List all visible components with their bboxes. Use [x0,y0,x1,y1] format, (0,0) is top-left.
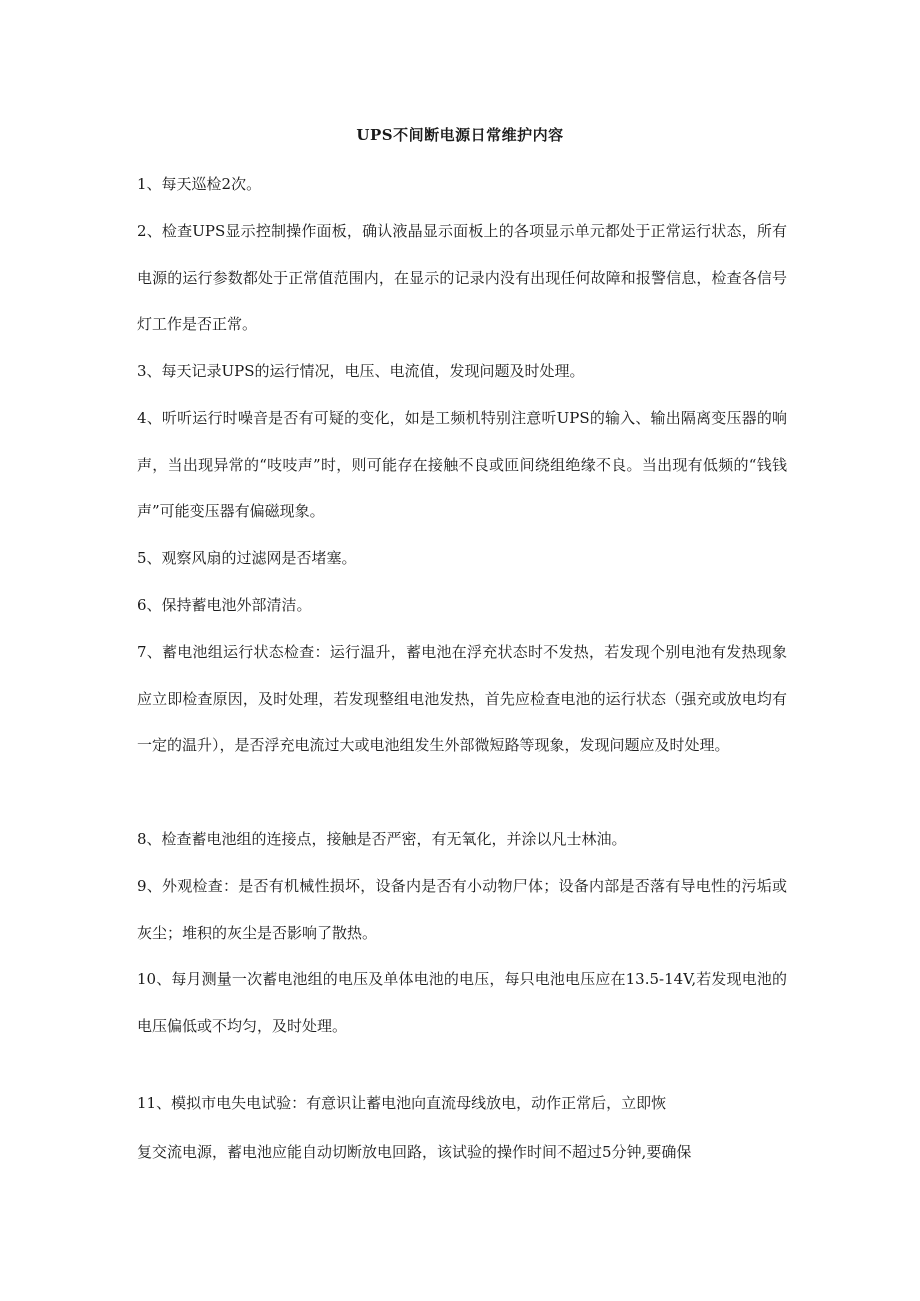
item-11: 11、模拟市电失电试验：有意识让蓄电池向直流母线放电，动作正常后，立即恢 [137,1094,667,1112]
item-3: 3、每天记录UPS的运行情况，电压、电流值，发现问题及时处理。 [137,362,585,380]
item-1: 1、每天巡检2次。 [137,175,262,193]
document-title: UPS不间断电源日常维护内容 [356,126,564,144]
item-2: 2、检查UPS显示控制操作面板，确认液晶显示面板上的各项显示单元都处于正常运行状态，所有电源的运行参数都处于正常值范围内，在显示的记录内没有出现任何故障和报警信息，检查各信号灯工作是否正常。 [137,222,787,333]
item-10: 10、每月测量一次蓄电池组的电压及单体电池的电压，每只电池电压应在13.5-14V,若发现电池的电压偏低或不均匀，及时处理。 [137,970,787,1035]
item-11-continued: 复交流电源，蓄电池应能自动切断放电回路，该试验的操作时间不超过5分钟,要确保 [137,1143,692,1161]
item-7: 7、蓄电池组运行状态检查：运行温升，蓄电池在浮充状态时不发热，若发现个别电池有发热现象应立即检查原因，及时处理，若发现整组电池发热，首先应检查电池的运行状态（强充或放电均有一定的温升），是否浮充电流过大或电池组发生外部微短路等现象，发现问题应及时处理。 [137,643,787,754]
item-5: 5、观察风扇的过滤网是否堵塞。 [137,549,357,567]
item-8: 8、检查蓄电池组的连接点，接触是否严密，有无氧化，并涂以凡士林油。 [137,830,627,848]
item-6: 6、保持蓄电池外部清洁。 [137,596,312,614]
item-4: 4、听听运行时噪音是否有可疑的变化，如是工频机特别注意听UPS的输入、输出隔离变压器的响声，当出现异常的“吱吱声”时，则可能存在接触不良或匝间绕组绝缘不良。当出现有低频的“钱钱声”可能变压器有偏磁现象。 [137,409,787,520]
item-9: 9、外观检查：是否有机械性损坏，设备内是否有小动物尸体；设备内部是否落有导电性的污垢或灰尘；堆积的灰尘是否影响了散热。 [137,877,787,942]
